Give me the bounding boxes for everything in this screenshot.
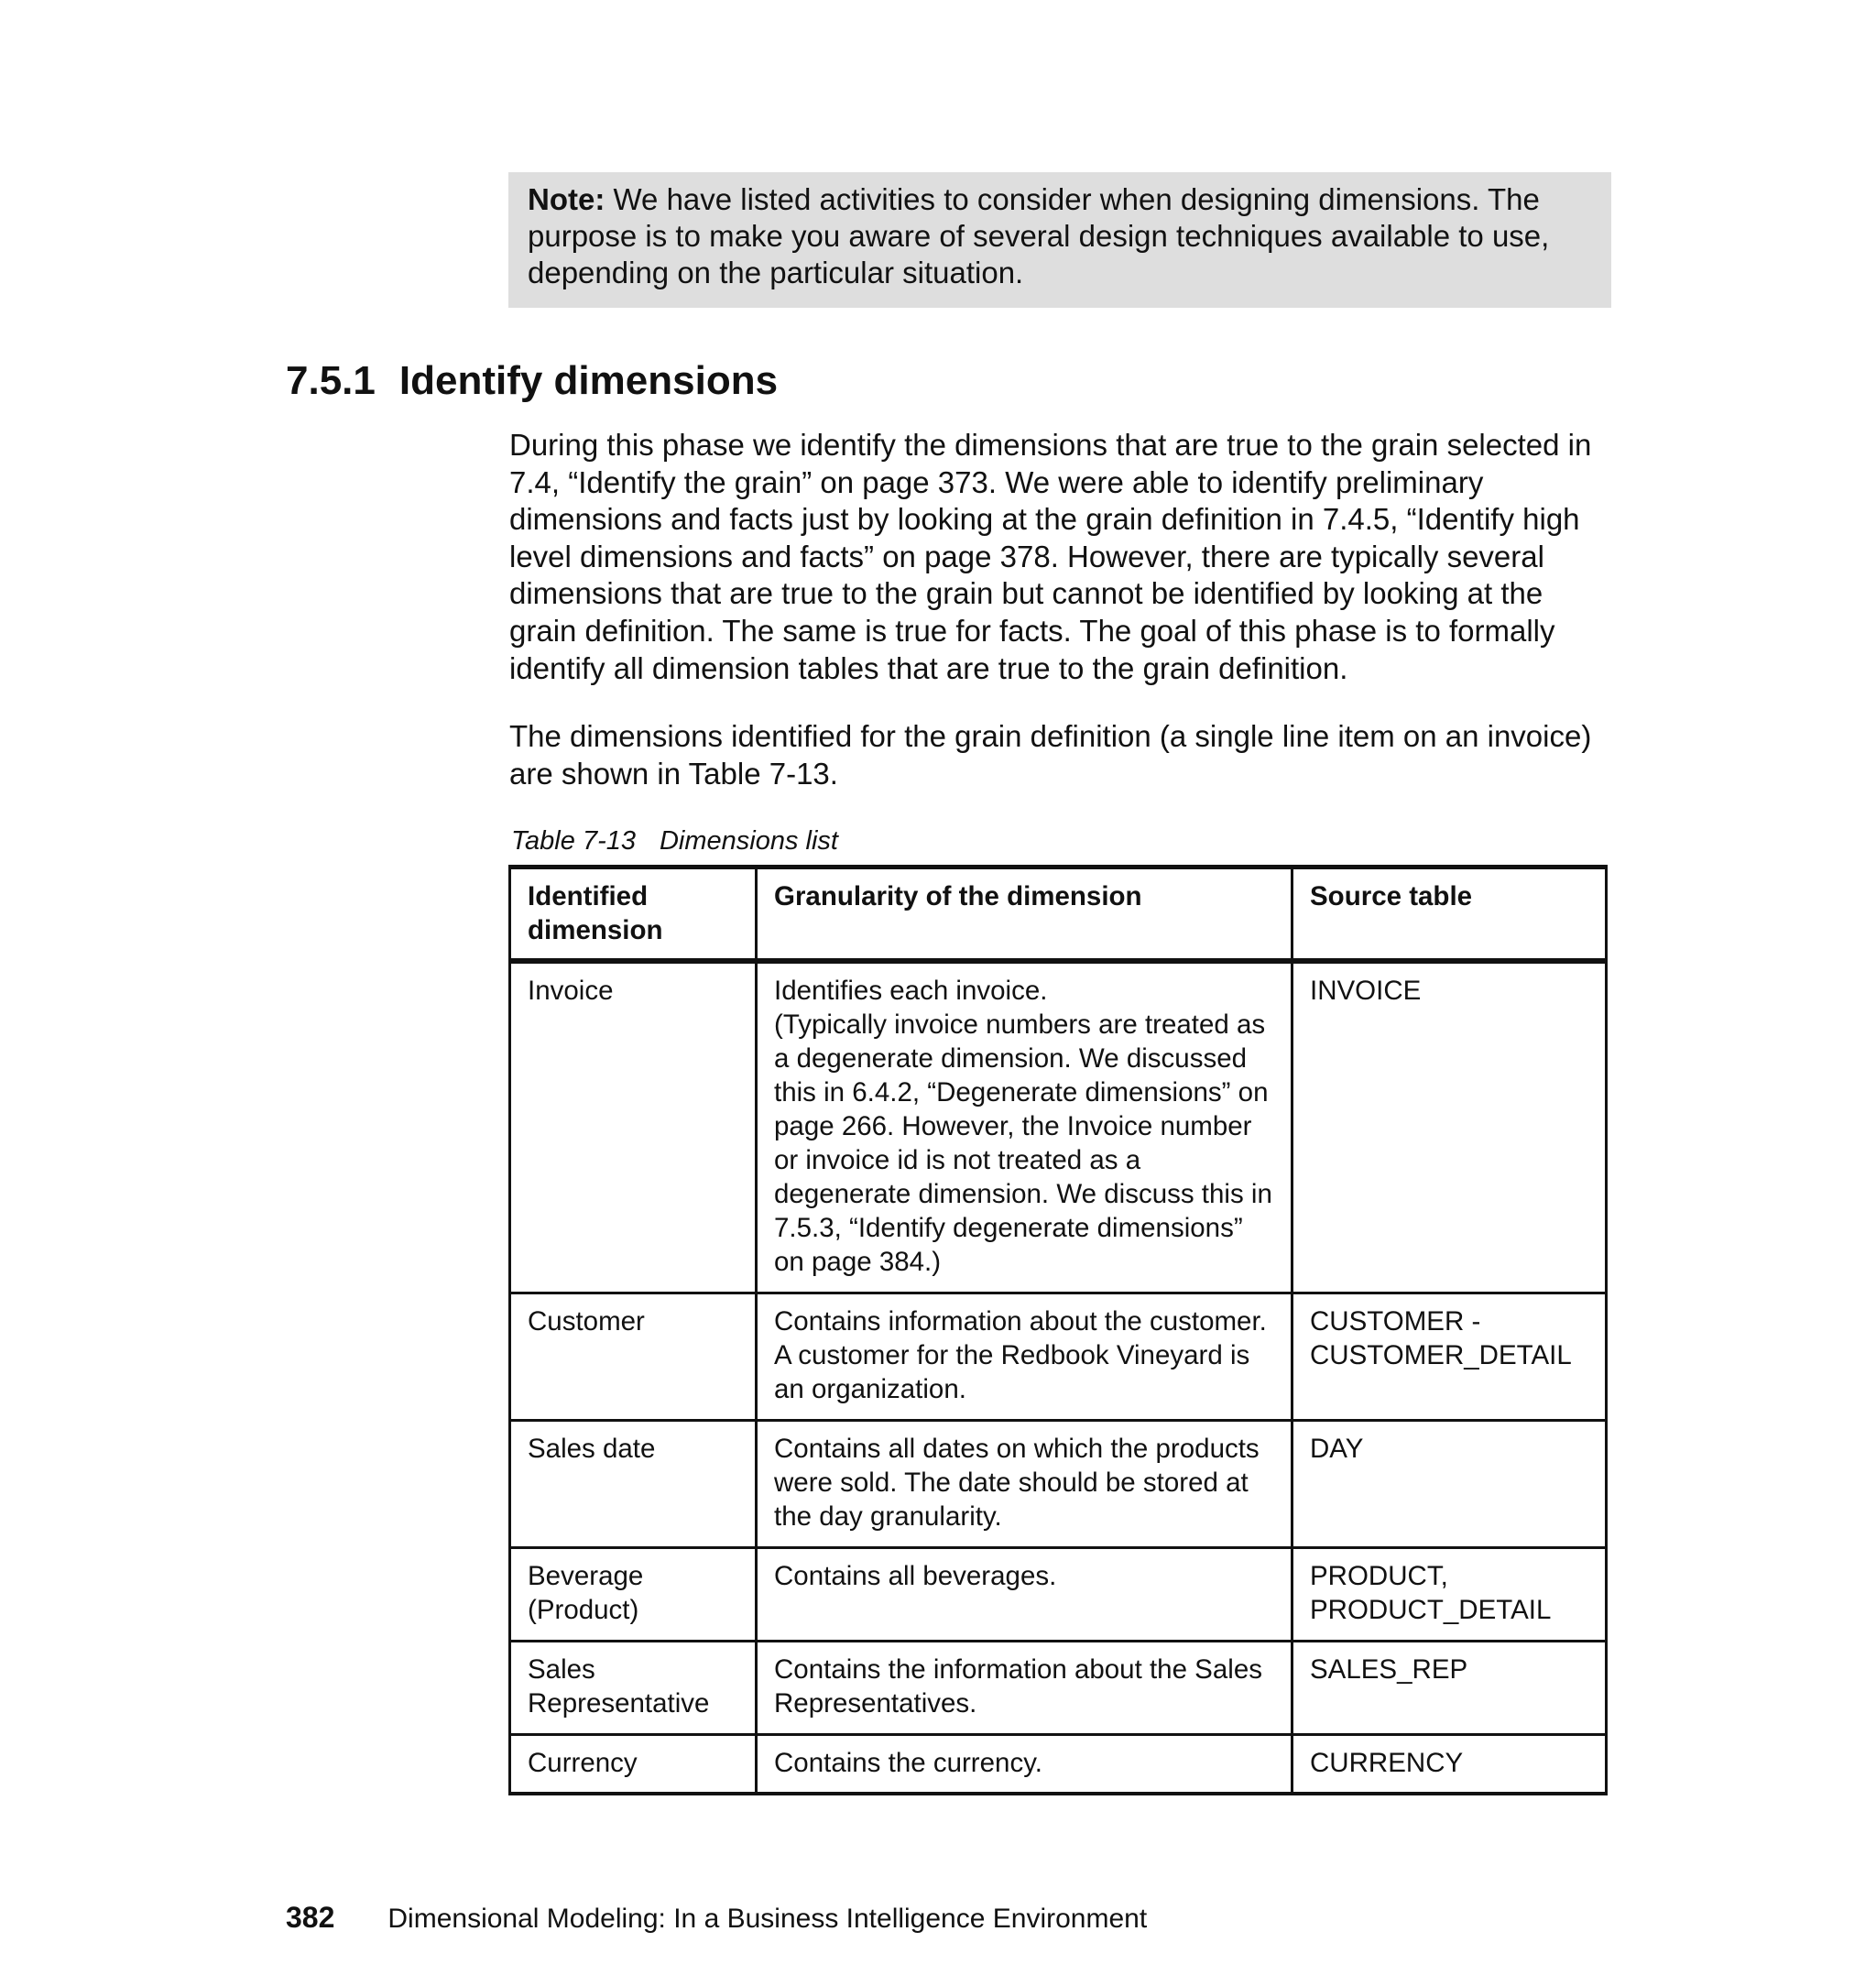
cell-granularity: Contains all dates on which the products were sold. The date should be stored at the day granularity. (757, 1421, 1292, 1548)
body-paragraph-2: The dimensions identified for the grain definition (a single line item on an invoice) are shown in Table 7-13. (509, 719, 1592, 791)
section-title: Identify dimensions (398, 358, 779, 403)
cell-granularity: Contains all beverages. (757, 1548, 1292, 1642)
table-row (510, 961, 1607, 1293)
cell-granularity (757, 961, 1292, 1293)
section-heading (286, 358, 778, 404)
page-footer (286, 1901, 1147, 1935)
table-row (510, 1642, 1607, 1735)
cell-granularity: Contains the information about the Sales Representatives. (757, 1642, 1292, 1735)
page-number: 382 (286, 1901, 335, 1934)
cell-source: DAY (1292, 1421, 1607, 1548)
cell-granularity: Contains information about the customer. A customer for the Redbook Vineyard is an organization. (757, 1293, 1292, 1421)
table-caption (511, 826, 838, 857)
cell-dimension: Beverage (Product) (510, 1548, 757, 1642)
dimensions-table (508, 865, 1608, 1795)
cell-dimension: Invoice (510, 961, 757, 1293)
cell-granularity-text: Identifies each invoice. (774, 975, 1048, 1006)
note-box (508, 172, 1611, 308)
note-label: Note: (528, 182, 605, 216)
section-number: 7.5.1 (286, 358, 376, 403)
header-source-table: Source table (1292, 868, 1607, 961)
cell-dimension: Sales date (510, 1421, 757, 1548)
cell-dimension: Currency (510, 1735, 757, 1794)
table-caption-title: Dimensions list (659, 826, 838, 856)
table-caption-number: Table 7-13 (511, 826, 636, 856)
header-granularity: Granularity of the dimension (757, 868, 1292, 961)
table-header-row (510, 868, 1607, 961)
cell-granularity: Contains the currency. (757, 1735, 1292, 1794)
cell-dimension: Sales Representative (510, 1642, 757, 1735)
cell-granularity-note: (Typically invoice numbers are treated as a degenerate dimension. We discussed this in 6.4.2, “Degenerate dimensions” on page 266. However, the Invoice number or invoice id is not treated as a degenerate dimension. We discuss this in 7.5.3, “Identify degenerate dimensions” on page 384.) (774, 1009, 1272, 1277)
table-row (510, 1293, 1607, 1421)
table-row (510, 1421, 1607, 1548)
table-row (510, 1735, 1607, 1794)
book-title: Dimensional Modeling: In a Business Intelligence Environment (387, 1904, 1148, 1934)
header-identified-dimension: Identified dimension (510, 868, 757, 961)
body-paragraph-1: During this phase we identify the dimensions that are true to the grain selected in 7.4, “Identify the grain” on page 373. We were able to identify preliminary dimensions and facts just by looking at the grain definition in 7.4.5, “Identify high level dimensions and facts” on page 378. However, there are typically several dimensions that are true to the grain but cannot be identified by looking at the grain definition. The same is true for facts. The goal of this phase is to formally identify all dimension tables that are true to the grain definition. (509, 428, 1592, 685)
note-text: We have listed activities to consider when designing dimensions. The purpose is to make you aware of several design techniques available to use, depending on the particular situation. (528, 182, 1550, 289)
cell-source: CUSTOMER - CUSTOMER_DETAIL (1292, 1293, 1607, 1421)
cell-dimension: Customer (510, 1293, 757, 1421)
cell-source: PRODUCT, PRODUCT_DETAIL (1292, 1548, 1607, 1642)
cell-source: INVOICE (1292, 961, 1607, 1293)
table-row (510, 1548, 1607, 1642)
cell-source: CURRENCY (1292, 1735, 1607, 1794)
cell-source: SALES_REP (1292, 1642, 1607, 1735)
